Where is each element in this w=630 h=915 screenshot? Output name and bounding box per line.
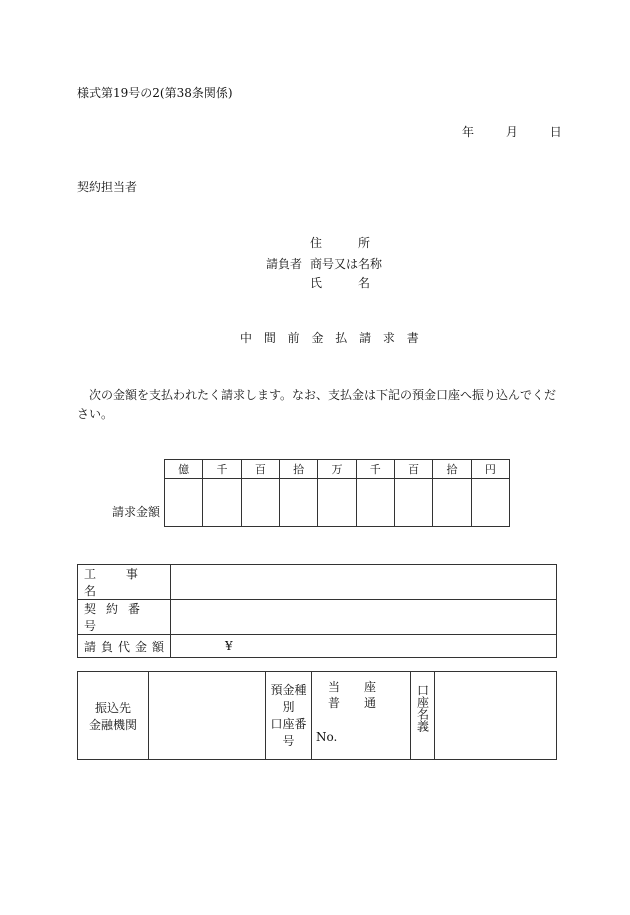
- digit-header: 拾: [279, 460, 317, 479]
- body-text-line2: さい。: [77, 407, 114, 421]
- claimant-address-label: 住 所: [310, 236, 371, 250]
- account-holder-label-text: 口座名義: [415, 684, 430, 732]
- digit-cell[interactable]: [394, 479, 432, 527]
- form-number: 様式第19号の2(第38条関係): [77, 86, 233, 100]
- contract-number-field[interactable]: [171, 600, 557, 635]
- info-table: [77, 564, 557, 658]
- account-number-label-2: 号: [282, 733, 295, 748]
- digit-header: 千: [203, 460, 241, 479]
- digit-cell[interactable]: [203, 479, 241, 527]
- digit-cell[interactable]: [279, 479, 317, 527]
- digit-header: 億: [165, 460, 203, 479]
- digit-cell[interactable]: [241, 479, 279, 527]
- claimant-name-label: 氏 名: [310, 276, 371, 290]
- date-day: 日: [549, 125, 562, 139]
- transfer-bank-field[interactable]: [149, 672, 266, 760]
- date-month: 月: [505, 125, 518, 139]
- ordinary-account-option[interactable]: 普 通: [328, 696, 377, 710]
- digit-input-row: [165, 479, 510, 527]
- current-account-option[interactable]: 当 座: [328, 680, 377, 694]
- date-line: [462, 123, 562, 140]
- amount-table: [164, 459, 510, 527]
- bank-row: [78, 672, 557, 760]
- digit-header: 千: [356, 460, 394, 479]
- deposit-type-label-2: 別: [282, 699, 295, 714]
- page-title: 中 間 前 金 払 請 求 書: [240, 331, 423, 345]
- contract-number-label: 契約番号: [78, 600, 171, 635]
- transfer-label-2: 金融機関: [88, 717, 137, 732]
- digit-header: 円: [471, 460, 509, 479]
- digit-cell[interactable]: [318, 479, 356, 527]
- digit-cell[interactable]: [433, 479, 471, 527]
- contract-amount-label: 請負代金額: [78, 635, 171, 658]
- digit-cell[interactable]: [471, 479, 509, 527]
- contract-amount-row: [78, 635, 557, 658]
- bank-table: [77, 671, 557, 760]
- deposit-type-label: [266, 672, 312, 760]
- digit-header-row: [165, 460, 510, 479]
- construction-name-row: [78, 565, 557, 600]
- deposit-type-label-1: 預金種: [270, 682, 307, 697]
- claimant-label: 請負者: [266, 257, 303, 271]
- digit-header: 万: [318, 460, 356, 479]
- digit-cell[interactable]: [165, 479, 203, 527]
- construction-name-field[interactable]: [171, 565, 557, 600]
- contract-amount-field[interactable]: [171, 635, 557, 658]
- claimant-company-label: 商号又は名称: [310, 257, 383, 271]
- digit-header: 百: [241, 460, 279, 479]
- body-text-line1: 次の金額を支払われたく請求します。なお、支払金は下記の預金口座へ振り込んでくだ: [89, 388, 557, 402]
- date-year: 年: [462, 125, 475, 139]
- transfer-bank-label: [78, 672, 149, 760]
- addressee: 契約担当者: [77, 180, 138, 194]
- transfer-label-1: 振込先: [94, 700, 131, 715]
- account-holder-label: [411, 672, 435, 760]
- yen-symbol: ¥: [225, 639, 233, 653]
- contract-number-row: [78, 600, 557, 635]
- digit-header: 拾: [433, 460, 471, 479]
- amount-label: 請求金額: [112, 505, 161, 519]
- account-number-label-1: 口座番: [270, 716, 307, 731]
- construction-name-label: 工 事 名: [78, 565, 171, 600]
- digit-header: 百: [394, 460, 432, 479]
- digit-cell[interactable]: [356, 479, 394, 527]
- account-holder-field[interactable]: [435, 672, 557, 760]
- account-type-cell[interactable]: [312, 672, 411, 760]
- no-label: No.: [316, 730, 338, 744]
